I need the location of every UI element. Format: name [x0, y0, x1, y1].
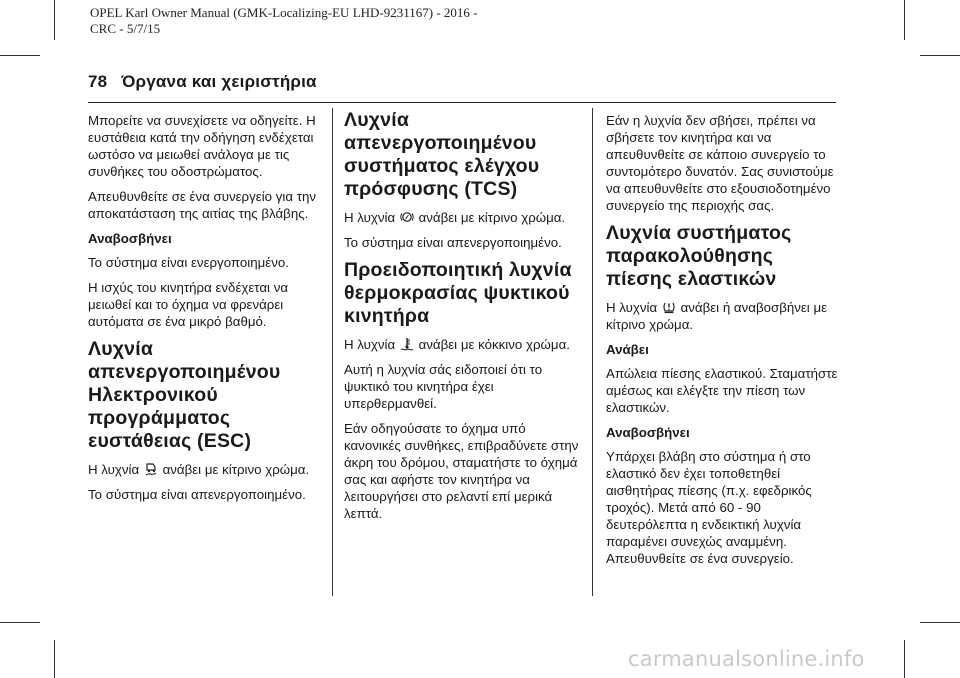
paragraph-tcs-lamp [344, 209, 580, 226]
paragraph: Υπάρχει βλάβη στο σύστημα ή στο ελαστικό δεν έχει τοποθετηθεί αισθητήρας πίεσης (π.χ. εφεδρικός τροχός). Μετά από 60 - 90 δευτερόλεπτα η ενδεικτική λυχνία παραμένει συνεχώς αναμμένη. Απευθυνθείτε σε ένα συνεργείο. [606, 449, 812, 566]
text-fragment: Η λυχνία [344, 210, 396, 225]
paragraph: Η ισχύς του κινητήρα ενδέχεται να μειωθεί και το όχημα να φρενάρει αυτόματα σε ένα μικρό βαθμό. [88, 280, 289, 329]
text-fragment: ανάβει με κόκκινο χρώμα. [418, 337, 570, 352]
crop-mark [54, 640, 55, 678]
esc-off-icon [144, 462, 158, 476]
paragraph: Εάν η λυχνία δεν σβήσει, πρέπει να σβήσετε τον κινητήρα και να απευθυνθείτε σε κάποιο συνεργείο το συντομότερο δυνατόν. Σας συνιστούμε να απευθυνθείτε στο εξουσιοδοτημένο συνεργείο της περιοχής σας. [606, 113, 834, 213]
column-divider [592, 108, 593, 596]
section-heading-esc-off: Λυχνία απενεργοποιημένου Ηλεκτρονικού προγράμματος ευστάθειας (ESC) [88, 338, 281, 452]
document-meta-header [90, 5, 478, 37]
page-number: 78 [88, 72, 108, 91]
meta-line-2: CRC - 5/7/15 [90, 21, 161, 36]
paragraph-tpms-lamp [606, 299, 842, 333]
crop-mark [54, 0, 55, 40]
text-fragment: ανάβει ή αναβοσβήνει με κίτρινο χρώμα. [606, 300, 828, 332]
subheading-on: Ανάβει [606, 342, 649, 357]
crop-mark [0, 55, 40, 56]
coolant-temp-icon [400, 337, 414, 351]
text-fragment: ανάβει με κίτρινο χρώμα. [162, 462, 310, 477]
text-fragment: Η λυχνία [88, 462, 140, 477]
page-header [88, 72, 317, 92]
text-fragment: ανάβει με κίτρινο χρώμα. [418, 210, 566, 225]
crop-mark [920, 622, 960, 623]
paragraph-coolant-lamp [344, 336, 580, 353]
section-heading-tpms: Λυχνία συστήματος παρακολούθησης πίεσης ελαστικών [606, 222, 792, 290]
page-title: Όργανα και χειριστήρια [121, 72, 317, 91]
paragraph-esc-lamp [88, 461, 324, 478]
text-fragment: Η λυχνία [344, 337, 396, 352]
paragraph: Το σύστημα είναι απενεργοποιημένο. [344, 235, 562, 250]
column-1 [88, 112, 324, 511]
tcs-off-icon [400, 210, 414, 224]
crop-mark [904, 640, 905, 678]
paragraph: Εάν οδηγούσατε το όχημα υπό κανονικές συνθήκες, επιβραδύνετε στην άκρη του δρόμου, σταματήστε το όχημά σας και αφήστε τον κινητήρα να λειτουργήσει στο ρελαντί επί μερικά λεπτά. [344, 421, 579, 521]
column-divider [332, 108, 333, 596]
paragraph: Απώλεια πίεσης ελαστικού. Σταματήστε αμέσως και ελέγξτε την πίεση των ελαστικών. [606, 366, 838, 415]
section-heading-coolant: Προειδοποιητική λυχνία θερμοκρασίας ψυκτικού κινητήρα [344, 259, 572, 327]
watermark: carmanualsonline.info [628, 647, 865, 671]
crop-mark [0, 622, 40, 623]
section-heading-tcs-off: Λυχνία απενεργοποιημένου συστήματος ελέγχου πρόσφυσης (TCS) [344, 109, 540, 200]
paragraph: Απευθυνθείτε σε ένα συνεργείο για την αποκατάσταση της αιτίας της βλάβης. [88, 189, 317, 221]
subheading-flashing: Αναβοσβήνει [88, 231, 172, 246]
paragraph: Το σύστημα είναι ενεργοποιημένο. [88, 255, 289, 270]
column-3 [606, 112, 842, 575]
paragraph: Αυτή η λυχνία σάς ειδοποιεί ότι το ψυκτικό του κινητήρα έχει υπερθερμανθεί. [344, 362, 543, 411]
column-2 [344, 109, 580, 530]
header-rule [88, 102, 836, 103]
subheading-flashing: Αναβοσβήνει [606, 425, 690, 440]
paragraph: Μπορείτε να συνεχίσετε να οδηγείτε. Η ευστάθεια κατά την οδήγηση ενδέχεται ωστόσο να μειωθεί ανάλογα με τις συνθήκες του οδοστρώματος. [88, 113, 316, 179]
text-fragment: Η λυχνία [606, 300, 658, 315]
crop-mark [904, 0, 905, 40]
tire-pressure-icon [662, 300, 676, 314]
crop-mark [920, 55, 960, 56]
paragraph: Το σύστημα είναι απενεργοποιημένο. [88, 487, 306, 502]
meta-line-1: OPEL Karl Owner Manual (GMK-Localizing-EU LHD-9231167) - 2016 - [90, 5, 478, 20]
